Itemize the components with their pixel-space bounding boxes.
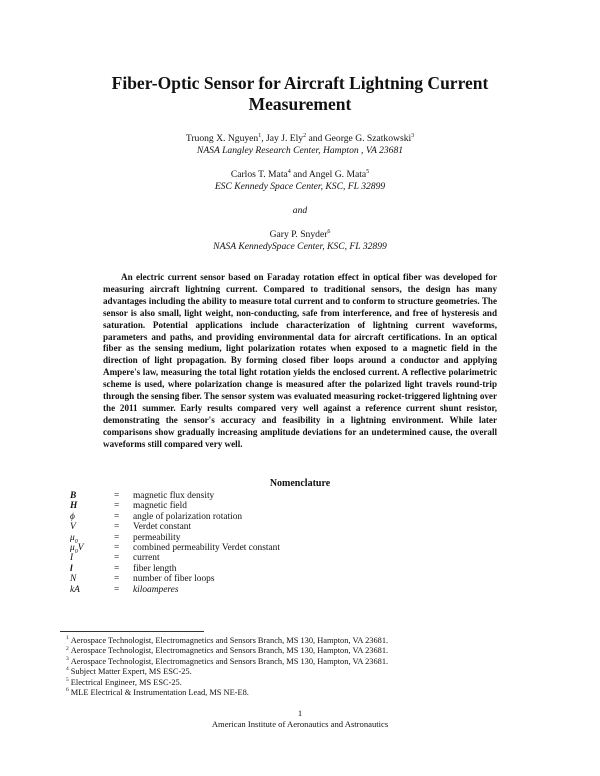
footnote-text: MLE Electrical & Instrumentation Lead, MS NE-E8. (70, 687, 249, 697)
footnote (66, 636, 536, 646)
nomenclature-row (70, 533, 470, 543)
nomenclature-heading: Nomenclature (269, 478, 331, 489)
nomenclature-symbol: l (70, 563, 73, 574)
footnote-text: Aerospace Technologist, Electromagnetics and Sensors Branch, MS 130, Hampton, VA 23681. (70, 646, 389, 656)
nomenclature-definition: permeability (133, 532, 181, 543)
footnote-mark: 5 (66, 676, 69, 683)
nomenclature-equals: = (114, 563, 120, 574)
nomenclature-definition: current (133, 553, 160, 564)
author-name: Carlos T. Mata (230, 169, 288, 180)
nomenclature-symbol: B (70, 491, 77, 501)
footnote-mark: 6 (66, 687, 69, 694)
nomenclature-row (70, 564, 470, 574)
nomenclature-row (70, 512, 470, 522)
nomenclature-equals: = (114, 553, 120, 564)
nomenclature-equals: = (114, 522, 120, 533)
footnote (66, 667, 536, 677)
nomenclature-definition: angle of polarization rotation (133, 511, 243, 522)
nomenclature-equals: = (114, 532, 120, 543)
nomenclature-row (70, 553, 470, 563)
author-footnote-mark: 4 (287, 168, 291, 175)
nomenclature-definition: kiloamperes (133, 584, 179, 595)
nomenclature-equals: = (114, 501, 120, 512)
nomenclature-row (70, 574, 470, 584)
author-joiner: and (290, 169, 309, 180)
abstract: An electric current sensor based on Faraday rotation effect in optical fiber was developed for measuring aircraft lightning current. Compared to traditional sensors, the design has many advantages including the ability to measure total current and to conform to structure geometries. The sensor is also small, light weight, non-conducting, safe from interference, and free of hysteresis and saturation. Potential applications include characterization of lightning current waveforms, parameters and paths, and providing environmental data for aircraft certifications. In an optical fiber as the sensing medium, light polarization rotates when exposed to a magnetic field in the direction of light propagation. By forming closed fiber loops around a conductor and applying Ampere's law, measuring the total light rotation yields the enclosed current. A reflective polarimetric scheme is used, where polarization change is measured after the polarized light travels round-trip through the sensing fiber. The sensor system was evaluated measuring rocket-triggered lightning over the 2011 summer. Early results compared very well against a reference current shunt resistor, demonstrating the sensor's accuracy and feasibility in a lightning environment. While later comparisons show gradually increasing amplitude deviations for an undetermined cause, the overall waveforms still compared very well. (103, 272, 497, 449)
footnote-mark: 3 (66, 655, 69, 662)
nomenclature-row (70, 501, 470, 511)
nomenclature-equals: = (114, 574, 120, 585)
author-name: Gary P. Snyder (269, 229, 328, 240)
author-footnote-mark: 6 (327, 228, 331, 235)
page-footer-organization: American Institute of Aeronautics and Astronautics (211, 719, 389, 729)
nomenclature-definition: Verdet constant (133, 522, 192, 533)
footnote-text: Subject Matter Expert, MS ESC-25. (70, 667, 192, 677)
nomenclature-symbol: I (70, 553, 74, 564)
footnote (66, 646, 536, 656)
author-footnote-mark: 2 (303, 132, 307, 139)
affiliation-1: NASA Langley Research Center, Hampton , VA 23681 (196, 145, 404, 156)
author-name: Angel G. Mata (308, 169, 367, 180)
footnote (66, 688, 536, 698)
author-footnote-mark: 1 (258, 132, 262, 139)
affiliation-2: ESC Kennedy Space Center, KSC, FL 32899 (214, 181, 386, 192)
author-line-2 (60, 169, 540, 181)
footnote (66, 657, 536, 667)
page-number: 1 (297, 708, 303, 718)
author-line-3 (60, 229, 540, 241)
nomenclature-symbol: kA (70, 584, 80, 595)
nomenclature-equals: = (114, 584, 120, 595)
author-name: Jay J. Ely (266, 133, 304, 144)
nomenclature-definition: fiber length (133, 563, 177, 574)
nomenclature-equals: = (114, 542, 120, 553)
nomenclature-equals: = (114, 511, 120, 522)
footnote-mark: 1 (66, 635, 69, 642)
nomenclature-symbol: N (70, 574, 77, 585)
nomenclature-definition: combined permeability Verdet constant (133, 542, 280, 553)
nomenclature-definition: magnetic flux density (133, 491, 215, 501)
title-line-2: Measurement (248, 94, 352, 114)
author-joiner: and (306, 133, 325, 144)
footnote-mark: 4 (66, 666, 69, 673)
nomenclature-symbol: V (70, 522, 76, 533)
author-footnote-mark: 5 (366, 168, 370, 175)
paper-title (60, 73, 540, 115)
nomenclature-equals: = (114, 491, 120, 501)
footnote (66, 678, 536, 688)
nomenclature-definition: number of fiber loops (133, 574, 215, 585)
nomenclature-row (70, 522, 470, 532)
nomenclature-list (70, 491, 470, 595)
author-block (60, 133, 540, 253)
nomenclature-row (70, 491, 470, 501)
author-name: Truong X. Nguyen (185, 133, 259, 144)
nomenclature-symbol: ϕ (70, 511, 75, 522)
author-line-1 (60, 133, 540, 145)
author-name: George G. Szatkowski (324, 133, 412, 144)
footnote-mark: 2 (66, 645, 69, 652)
author-footnote-mark: 3 (411, 132, 415, 139)
nomenclature-symbol: $\mu_0V$ (70, 542, 84, 555)
nomenclature-row (70, 585, 470, 595)
nomenclature-symbol: H (70, 501, 78, 512)
nomenclature-row (70, 543, 470, 553)
footnote-text: Electrical Engineer, MS ESC-25. (70, 677, 182, 687)
affiliation-3: NASA KennedySpace Center, KSC, FL 32899 (213, 241, 387, 252)
and-separator: and (292, 205, 308, 216)
author-joiner: , (261, 133, 267, 144)
footnote-divider (60, 631, 204, 632)
nomenclature-symbol: $\mu_0$ (70, 532, 78, 545)
footnote-text: Aerospace Technologist, Electromagnetics and Sensors Branch, MS 130, Hampton, VA 23681. (70, 656, 389, 666)
title-line-1: Fiber-Optic Sensor for Aircraft Lightning Current (111, 73, 489, 93)
footnote-text: Aerospace Technologist, Electromagnetics and Sensors Branch, MS 130, Hampton, VA 23681. (70, 636, 389, 645)
nomenclature-definition: magnetic field (133, 501, 187, 512)
footnotes (66, 636, 536, 698)
